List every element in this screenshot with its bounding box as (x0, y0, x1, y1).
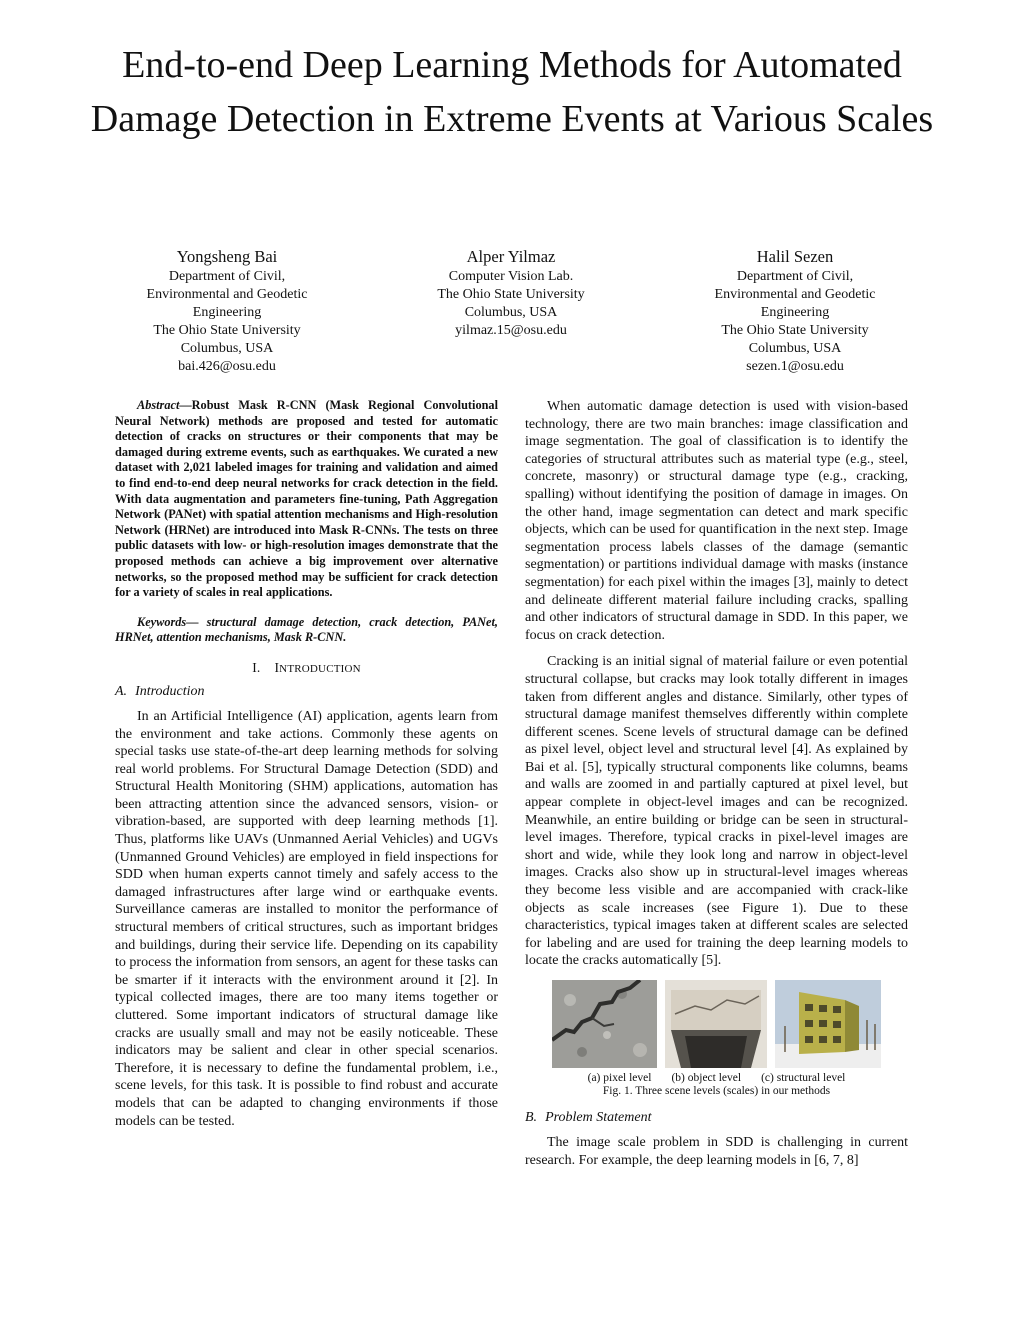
section-heading-introduction (115, 660, 498, 676)
author-affiliation-line: The Ohio State University (721, 323, 869, 338)
subsection-letter: B. (525, 1110, 538, 1125)
subsection-title: Problem Statement (545, 1110, 652, 1125)
subsection-heading-problem-statement (525, 1109, 908, 1127)
author-affiliation-line: Columbus, USA (180, 341, 274, 356)
keywords-text: structural damage detection, crack detection, PANet, HRNet, attention mechanisms, Mask R-CNN. (115, 614, 498, 645)
author-block-2 (391, 247, 631, 340)
author-email: yilmaz.15@osu.edu (455, 323, 567, 338)
author-affiliation-line: Engineering (760, 305, 830, 320)
left-column (115, 398, 498, 1130)
author-name: Yongsheng Bai (176, 247, 278, 266)
author-email: sezen.1@osu.edu (746, 359, 844, 374)
subsection-letter: A. (115, 683, 128, 699)
figure-subcaptions (525, 1072, 908, 1084)
abstract (115, 398, 498, 601)
author-affiliation-line: Environmental and Geodetic (714, 287, 876, 302)
author-affiliation-line: The Ohio State University (153, 323, 301, 338)
abstract-text: —Robust Mask R-CNN (Mask Regional Convolutional Neural Network) methods are proposed and tested for automatic detection of cracks on structures or their components that may be damaged during extreme events, such as earthquakes. We curated a new dataset with 2,021 labeled images for training and validation and aimed to find end-to-end deep neural networks for crack detection in the field. With data augmentation and parameters fine-tuning, Path Aggregation Network (PANet) with spatial attention mechanisms and High-resolution Network (HRNet) are introduced into Mask R-CNNs. The tests on three public datasets with low- or high-resolution images demonstrate that the proposed methods can achieve a big improvement over alternative networks, so the proposed method may be sufficient for crack detection for a variety of scales in real applications. (115, 398, 498, 600)
subcaption-structural-level: (c) structural level (761, 1072, 846, 1084)
author-name: Halil Sezen (756, 247, 834, 266)
problem-statement-paragraph: The image scale problem in SDD is challenging in current research. For example, the deep learning models in [6, 7, 8] (525, 1135, 908, 1168)
author-affiliation-line: Columbus, USA (748, 341, 842, 356)
structural-level-building-photo (775, 980, 881, 1068)
keywords (115, 615, 498, 646)
pixel-level-crack-photo (552, 980, 657, 1068)
section-title-rest: NTRODUCTION (279, 662, 361, 675)
section-number: I. (252, 659, 261, 675)
body-paragraph-1: When automatic damage detection is used with vision-based technology, there are two main branches: image classification and image segmentation. The goal of classification is to identify the categories of structural attributes such as material type (e.g., steel, concrete, masonry) or structural damage type (e.g., cracking, spalling) without identifying the position of damage in images. On the other hand, image segmentation can detect and mark specific objects, which can be used for quantification in the next step. Image segmentation process labels classes of the damage (semantic segmentation) or partitions individual damage with masks (instance segmentation) for each pixel within the images [3], mainly to detect and delineate different material failure including cracks, spalling and other indicators of structural damage in SDD. In this paper, we focus on crack detection. (525, 399, 908, 643)
paper-title: End-to-end Deep Learning Methods for Automated Damage Detection in Extreme Events at Various Scales (90, 44, 934, 140)
author-affiliation-line: Columbus, USA (464, 305, 558, 320)
subsection-title: Introduction (135, 683, 205, 699)
keywords-label: Keywords— (137, 614, 199, 629)
subcaption-pixel-level: (a) pixel level (587, 1072, 652, 1084)
section-title-initial: I (274, 659, 280, 675)
body-paragraph-2: Cracking is an initial signal of material failure or even potential structural collapse, but cracks may look totally different in images taken from different angles and distance. Similarly, other types of structural damage manifest themselves differently within complete different scenes. Scene levels of structural damage can be defined as pixel level, object level and structural level [4]. As explained by Bai et al. [5], typically structural components like columns, beams and walls are zoomed in and partially captured at pixel level, but appear complete in object-level images and can be recognized. Meanwhile, an entire building or bridge can be seen in structural-level images. Therefore, typical cracks in pixel-level images are short and wide, while they look long and narrow in object-level images. Cracks also show up in structural-level images whereas they become less visible and are accompanied with crack-like objects as scale increases (see Figure 1). Due to these characteristics, typical images taken at different scales are selected for labeling and are used for training the deep learning models to locate the cracks automatically [5]. (525, 654, 908, 969)
figure-images (525, 980, 908, 1068)
object-level-crack-photo (665, 980, 767, 1068)
author-block-1 (107, 247, 347, 376)
subcaption-object-level: (b) object level (671, 1072, 742, 1084)
subsection-heading-introduction (115, 683, 498, 701)
introduction-paragraph: In an Artificial Intelligence (AI) application, agents learn from the environment and take actions. Commonly these agents on special tasks use state-of-the-art deep learning methods for solving real world problems. For Structural Damage Detection (SDD) and Structural Health Monitoring (SHM) applications, automation has been attracting attention since the advanced sensors, vision- or vibration-based, are supported with deep learning methods [1]. Thus, platforms like UAVs (Unmanned Aerial Vehicles) and UGVs (Unmanned Ground Vehicles) are employed in field inspections for SDD when human experts cannot timely and safely access to the damaged infrastructures after large wind or earthquake events. Surveillance cameras are installed to monitor the performance of structural members of critical structures, such as important bridges and buildings, during their service life. Depending on its capability to process the information from sensors, an agent for these tasks can be smarter if it interacts with the environment around it [2]. In typical collected images, there are too many items together or cluttered. Some important indicators of structural damage like cracks are usually small and may not be easily noticeable. These indicators may be salient and clear in other special scenarios. Therefore, it is necessary to define the fundamental problem, i.e., scene levels, for this task. It is possible to find robust and accurate models that can be adapted to changing environments if those models can be tested. (115, 708, 498, 1129)
author-affiliation-line: Department of Civil, (168, 269, 286, 284)
figure-1 (525, 980, 908, 1097)
author-block-3 (675, 247, 915, 376)
author-name: Alper Yilmaz (466, 247, 556, 266)
right-column (525, 398, 908, 1169)
author-email: bai.426@osu.edu (178, 359, 276, 374)
figure-caption: Fig. 1. Three scene levels (scales) in our methods (602, 1085, 831, 1097)
author-affiliation-line: Department of Civil, (736, 269, 854, 284)
author-affiliation-line: Environmental and Geodetic (146, 287, 308, 302)
author-affiliation-line: Computer Vision Lab. (448, 269, 574, 284)
abstract-label: Abstract (137, 398, 180, 412)
author-affiliation-line: Engineering (192, 305, 262, 320)
author-affiliation-line: The Ohio State University (437, 287, 585, 302)
